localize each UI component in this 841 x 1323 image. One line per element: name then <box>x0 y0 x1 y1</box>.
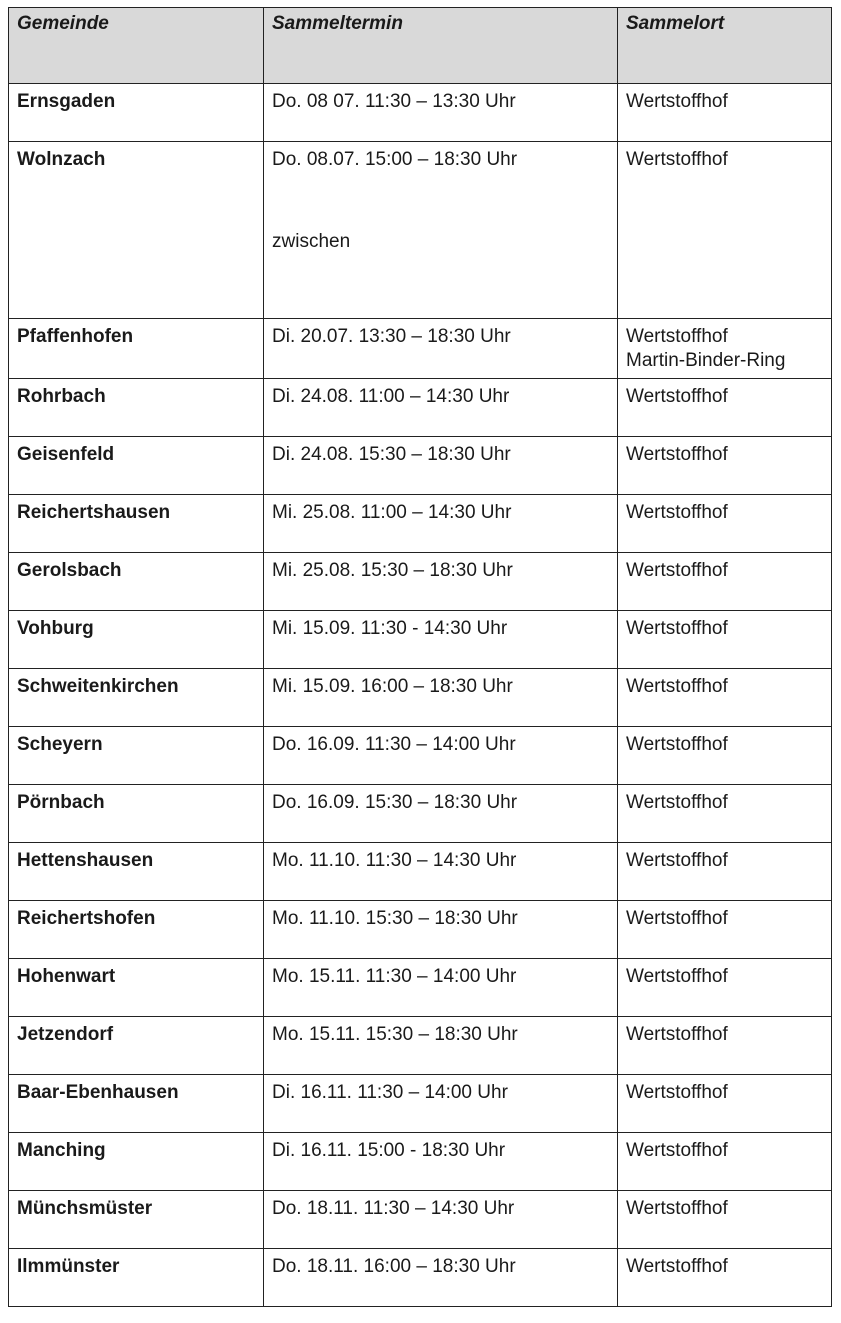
termin-text: Mi. 15.09. 11:30 - 14:30 Uhr <box>272 618 508 639</box>
cell-sammelort <box>618 1133 832 1191</box>
cell-gemeinde: Schweitenkirchen <box>9 669 264 727</box>
ort-text: Wertstoffhof <box>626 1140 728 1161</box>
table-row <box>9 1133 832 1191</box>
cell-sammelort <box>618 1249 832 1307</box>
ort-text: Wertstoffhof <box>626 386 728 407</box>
termin-note: zwischen <box>272 231 351 252</box>
cell-gemeinde: Münchsmüster <box>9 1191 264 1249</box>
header-gemeinde: Gemeinde <box>9 8 264 84</box>
ort-text: Wertstoffhof <box>626 1082 728 1103</box>
table-row <box>9 669 832 727</box>
table-row <box>9 495 832 553</box>
table-row <box>9 319 832 379</box>
cell-gemeinde: Scheyern <box>9 727 264 785</box>
cell-sammeltermin <box>264 1133 618 1191</box>
cell-sammeltermin <box>264 727 618 785</box>
cell-sammeltermin <box>264 669 618 727</box>
cell-sammeltermin <box>264 437 618 495</box>
table-row <box>9 1191 832 1249</box>
termin-text: Di. 20.07. 13:30 – 18:30 Uhr <box>272 326 511 347</box>
cell-gemeinde: Reichertshausen <box>9 495 264 553</box>
cell-sammelort <box>618 142 832 319</box>
table-row <box>9 142 832 319</box>
cell-gemeinde: Gerolsbach <box>9 553 264 611</box>
table-row <box>9 1075 832 1133</box>
termin-text: Mi. 25.08. 15:30 – 18:30 Uhr <box>272 560 513 581</box>
termin-text: Mo. 11.10. 11:30 – 14:30 Uhr <box>272 850 517 871</box>
cell-sammelort <box>618 959 832 1017</box>
termin-text: Do. 16.09. 15:30 – 18:30 Uhr <box>272 792 518 813</box>
termin-text: Di. 24.08. 11:00 – 14:30 Uhr <box>272 386 510 407</box>
cell-sammelort <box>618 843 832 901</box>
cell-gemeinde: Ernsgaden <box>9 84 264 142</box>
table-row <box>9 553 832 611</box>
cell-sammelort <box>618 611 832 669</box>
termin-text: Mo. 15.11. 15:30 – 18:30 Uhr <box>272 1024 518 1045</box>
ort-text: Wertstoffhof <box>626 618 728 639</box>
ort-text: Wertstoffhof <box>626 734 728 755</box>
cell-sammeltermin <box>264 611 618 669</box>
table-body <box>9 84 832 1307</box>
cell-sammeltermin <box>264 843 618 901</box>
cell-sammelort <box>618 1191 832 1249</box>
cell-sammelort <box>618 319 832 379</box>
termin-text: Do. 16.09. 11:30 – 14:00 Uhr <box>272 734 516 755</box>
ort-text: Wertstoffhof <box>626 326 728 347</box>
termin-text: Mo. 15.11. 11:30 – 14:00 Uhr <box>272 966 517 987</box>
cell-sammelort <box>618 785 832 843</box>
cell-sammeltermin <box>264 553 618 611</box>
ort-text: Wertstoffhof <box>626 502 728 523</box>
cell-sammeltermin <box>264 959 618 1017</box>
table-row <box>9 1249 832 1307</box>
ort-text: Wertstoffhof <box>626 850 728 871</box>
cell-sammeltermin <box>264 84 618 142</box>
ort-text: Wertstoffhof <box>626 444 728 465</box>
cell-gemeinde: Jetzendorf <box>9 1017 264 1075</box>
collection-schedule-table <box>8 7 832 1307</box>
cell-sammelort <box>618 437 832 495</box>
cell-gemeinde: Hohenwart <box>9 959 264 1017</box>
cell-gemeinde: Wolnzach <box>9 142 264 319</box>
cell-sammelort <box>618 1017 832 1075</box>
cell-sammelort <box>618 495 832 553</box>
cell-sammeltermin <box>264 1017 618 1075</box>
termin-text: Di. 16.11. 15:00 - 18:30 Uhr <box>272 1140 506 1161</box>
termin-text: Do. 08 07. 11:30 – 13:30 Uhr <box>272 91 516 112</box>
ort-text: Wertstoffhof <box>626 676 728 697</box>
cell-sammeltermin <box>264 785 618 843</box>
cell-sammelort <box>618 553 832 611</box>
table-header-row <box>9 8 832 84</box>
termin-text: Di. 16.11. 11:30 – 14:00 Uhr <box>272 1082 508 1103</box>
cell-sammeltermin <box>264 142 618 319</box>
cell-sammelort <box>618 84 832 142</box>
termin-text: Mi. 25.08. 11:00 – 14:30 Uhr <box>272 502 512 523</box>
table-row <box>9 611 832 669</box>
cell-sammelort <box>618 727 832 785</box>
table-row <box>9 959 832 1017</box>
ort-text: Wertstoffhof <box>626 91 728 112</box>
termin-text: Mi. 15.09. 16:00 – 18:30 Uhr <box>272 676 513 697</box>
termin-text: Di. 24.08. 15:30 – 18:30 Uhr <box>272 444 511 465</box>
ort-text: Wertstoffhof <box>626 560 728 581</box>
cell-gemeinde: Geisenfeld <box>9 437 264 495</box>
table-row <box>9 1017 832 1075</box>
table-row <box>9 84 832 142</box>
cell-sammeltermin <box>264 1191 618 1249</box>
cell-sammeltermin <box>264 495 618 553</box>
table-row <box>9 437 832 495</box>
cell-sammelort <box>618 901 832 959</box>
table-row <box>9 843 832 901</box>
cell-gemeinde: Pfaffenhofen <box>9 319 264 379</box>
table-row <box>9 785 832 843</box>
ort-text: Wertstoffhof <box>626 1198 728 1219</box>
cell-gemeinde: Baar-Ebenhausen <box>9 1075 264 1133</box>
cell-sammelort <box>618 379 832 437</box>
cell-gemeinde: Ilmmünster <box>9 1249 264 1307</box>
ort-text: Wertstoffhof <box>626 792 728 813</box>
table-row <box>9 379 832 437</box>
table-row <box>9 901 832 959</box>
header-sammelort: Sammelort <box>618 8 832 84</box>
table-row <box>9 727 832 785</box>
cell-gemeinde: Reichertshofen <box>9 901 264 959</box>
cell-sammeltermin <box>264 1075 618 1133</box>
cell-gemeinde: Manching <box>9 1133 264 1191</box>
header-sammeltermin: Sammeltermin <box>264 8 618 84</box>
cell-gemeinde: Hettenshausen <box>9 843 264 901</box>
cell-gemeinde: Pörnbach <box>9 785 264 843</box>
cell-sammelort <box>618 1075 832 1133</box>
cell-sammeltermin <box>264 901 618 959</box>
ort-text: Wertstoffhof <box>626 908 728 929</box>
ort-text-line2: Martin-Binder-Ring <box>626 350 786 371</box>
termin-text: Do. 18.11. 16:00 – 18:30 Uhr <box>272 1256 516 1277</box>
ort-text: Wertstoffhof <box>626 1024 728 1045</box>
termin-text: Do. 08.07. 15:00 – 18:30 Uhr <box>272 149 518 170</box>
termin-text: Mo. 11.10. 15:30 – 18:30 Uhr <box>272 908 518 929</box>
cell-sammeltermin <box>264 319 618 379</box>
ort-text: Wertstoffhof <box>626 1256 728 1277</box>
cell-gemeinde: Vohburg <box>9 611 264 669</box>
ort-text: Wertstoffhof <box>626 966 728 987</box>
cell-sammelort <box>618 669 832 727</box>
termin-text: Do. 18.11. 11:30 – 14:30 Uhr <box>272 1198 515 1219</box>
cell-gemeinde: Rohrbach <box>9 379 264 437</box>
ort-text: Wertstoffhof <box>626 149 728 170</box>
cell-sammeltermin <box>264 1249 618 1307</box>
cell-sammeltermin <box>264 379 618 437</box>
